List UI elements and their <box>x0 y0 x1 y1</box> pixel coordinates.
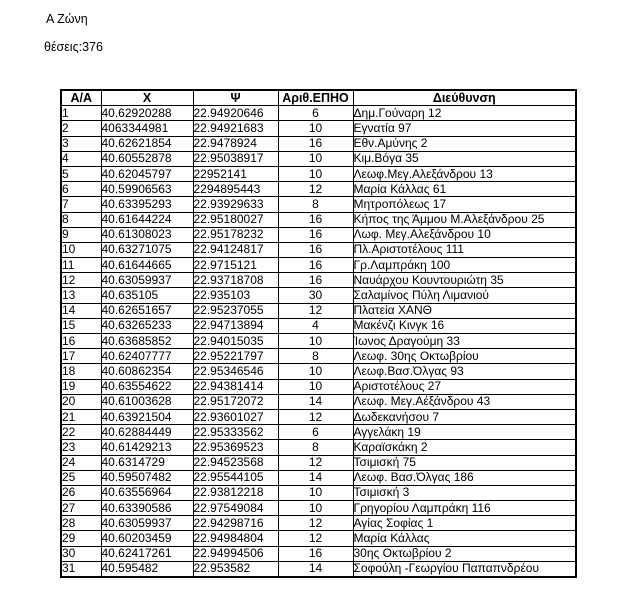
cell-x: 40.63395293 <box>101 197 193 212</box>
cell-epho: 30 <box>278 288 353 303</box>
cell-index: 9 <box>61 227 101 242</box>
cell-x: 40.635105 <box>101 288 193 303</box>
cell-x: 40.595482 <box>101 561 193 577</box>
table-row <box>61 349 576 364</box>
cell-address: Τσιμισκή 3 <box>353 485 576 500</box>
cell-index: 31 <box>61 561 101 577</box>
cell-psi: 22.95544105 <box>193 470 278 485</box>
cell-index: 10 <box>61 242 101 257</box>
cell-index: 16 <box>61 334 101 349</box>
cell-x: 40.61429213 <box>101 440 193 455</box>
cell-index: 19 <box>61 379 101 394</box>
table-row <box>61 516 576 531</box>
cell-epho: 12 <box>278 531 353 546</box>
cell-psi: 22.95178232 <box>193 227 278 242</box>
cell-address: Μαρία Κάλλας 61 <box>353 182 576 197</box>
cell-psi: 22.935103 <box>193 288 278 303</box>
cell-address: Λεωφ.Μεγ.Αλεξάνδρου 13 <box>353 166 576 181</box>
cell-epho: 16 <box>278 546 353 561</box>
cell-x: 40.63685852 <box>101 334 193 349</box>
cell-index: 28 <box>61 516 101 531</box>
cell-x: 40.60862354 <box>101 364 193 379</box>
cell-index: 20 <box>61 394 101 409</box>
cell-x: 40.63556964 <box>101 485 193 500</box>
cell-x: 40.61644224 <box>101 212 193 227</box>
cell-epho: 6 <box>278 106 353 121</box>
cell-epho: 12 <box>278 455 353 470</box>
cell-x: 40.62621854 <box>101 136 193 151</box>
cell-x: 40.59507482 <box>101 470 193 485</box>
cell-epho: 4 <box>278 318 353 333</box>
cell-address: Ναυάρχου Κουντουριώτη 35 <box>353 273 576 288</box>
table-row <box>61 151 576 166</box>
cell-epho: 10 <box>278 501 353 516</box>
table-row <box>61 379 576 394</box>
cell-address: Δημ.Γούναρη 12 <box>353 106 576 121</box>
cell-index: 18 <box>61 364 101 379</box>
cell-epho: 12 <box>278 182 353 197</box>
cell-x: 40.63554622 <box>101 379 193 394</box>
cell-address: Λεωφ.Βασ.Όλγας 93 <box>353 364 576 379</box>
cell-x: 40.61308023 <box>101 227 193 242</box>
table-row <box>61 242 576 257</box>
cell-index: 25 <box>61 470 101 485</box>
cell-epho: 16 <box>278 136 353 151</box>
cell-x: 40.62045797 <box>101 166 193 181</box>
cell-epho: 8 <box>278 440 353 455</box>
cell-address: Μακένζι Κινγκ 16 <box>353 318 576 333</box>
cell-address: Μητροπόλεως 17 <box>353 197 576 212</box>
cell-epho: 8 <box>278 197 353 212</box>
cell-index: 12 <box>61 273 101 288</box>
cell-epho: 16 <box>278 242 353 257</box>
cell-index: 6 <box>61 182 101 197</box>
cell-index: 17 <box>61 349 101 364</box>
cell-psi: 22.94920646 <box>193 106 278 121</box>
cell-index: 30 <box>61 546 101 561</box>
table-row <box>61 136 576 151</box>
cell-x: 40.59906563 <box>101 182 193 197</box>
cell-psi: 22.95369523 <box>193 440 278 455</box>
table-header-row <box>61 90 576 106</box>
cell-psi: 22.94381414 <box>193 379 278 394</box>
cell-address: Εθν.Αμύνης 2 <box>353 136 576 151</box>
cell-address: Γρ.Λαμπράκη 100 <box>353 258 576 273</box>
cell-epho: 10 <box>278 334 353 349</box>
cell-address: Αριστοτέλους 27 <box>353 379 576 394</box>
cell-address: Τσιμισκή 75 <box>353 455 576 470</box>
cell-index: 1 <box>61 106 101 121</box>
table-row <box>61 425 576 440</box>
cell-epho: 16 <box>278 212 353 227</box>
cell-epho: 12 <box>278 516 353 531</box>
cell-x: 40.61644665 <box>101 258 193 273</box>
cell-index: 13 <box>61 288 101 303</box>
cell-epho: 10 <box>278 379 353 394</box>
cell-psi: 22.94984804 <box>193 531 278 546</box>
cell-epho: 10 <box>278 166 353 181</box>
table-row <box>61 394 576 409</box>
cell-psi: 22.94994506 <box>193 546 278 561</box>
column-header-index: Α/Α <box>61 90 101 106</box>
cell-psi: 22.95237055 <box>193 303 278 318</box>
cell-psi: 22.94124817 <box>193 242 278 257</box>
cell-epho: 16 <box>278 227 353 242</box>
zone-title: Α Ζώνη <box>46 12 88 26</box>
cell-index: 29 <box>61 531 101 546</box>
cell-index: 4 <box>61 151 101 166</box>
cell-epho: 10 <box>278 121 353 136</box>
table-row <box>61 318 576 333</box>
table-row <box>61 364 576 379</box>
table-row <box>61 121 576 136</box>
table-row <box>61 485 576 500</box>
cell-psi: 22.93929633 <box>193 197 278 212</box>
table-row <box>61 212 576 227</box>
table-row <box>61 531 576 546</box>
cell-x: 40.62920288 <box>101 106 193 121</box>
cell-index: 7 <box>61 197 101 212</box>
cell-x: 4063344981 <box>101 121 193 136</box>
table-row <box>61 334 576 349</box>
cell-x: 40.63271075 <box>101 242 193 257</box>
column-header-x: Χ <box>101 90 193 106</box>
table-row <box>61 106 576 121</box>
cell-psi: 22.94713894 <box>193 318 278 333</box>
cell-index: 14 <box>61 303 101 318</box>
cell-epho: 16 <box>278 273 353 288</box>
cell-psi: 22.95180027 <box>193 212 278 227</box>
table-row <box>61 561 576 577</box>
cell-psi: 22.94523568 <box>193 455 278 470</box>
cell-address: Λωφ. Μεγ.Αλεξάνδρου 10 <box>353 227 576 242</box>
cell-epho: 10 <box>278 485 353 500</box>
cell-index: 8 <box>61 212 101 227</box>
cell-epho: 12 <box>278 303 353 318</box>
cell-psi: 22.93601027 <box>193 409 278 424</box>
cell-address: Γρηγορίου Λαμπράκη 116 <box>353 501 576 516</box>
cell-address: Πλατεία ΧΑΝΘ <box>353 303 576 318</box>
cell-x: 40.62417261 <box>101 546 193 561</box>
cell-psi: 22.94921683 <box>193 121 278 136</box>
cell-x: 40.62884449 <box>101 425 193 440</box>
cell-epho: 14 <box>278 470 353 485</box>
cell-address: Λεωφ. Βασ.Όλγας 186 <box>353 470 576 485</box>
table-row <box>61 546 576 561</box>
positions-count: θέσεις:376 <box>44 40 103 54</box>
table-row <box>61 273 576 288</box>
cell-address: Κήπος της Άμμου Μ.Αλεξάνδρου 25 <box>353 212 576 227</box>
table-row <box>61 227 576 242</box>
cell-x: 40.63265233 <box>101 318 193 333</box>
cell-psi: 22.94015035 <box>193 334 278 349</box>
cell-index: 26 <box>61 485 101 500</box>
cell-epho: 16 <box>278 258 353 273</box>
cell-index: 5 <box>61 166 101 181</box>
cell-psi: 22.953582 <box>193 561 278 577</box>
cell-x: 40.60552878 <box>101 151 193 166</box>
cell-index: 23 <box>61 440 101 455</box>
table-row <box>61 166 576 181</box>
cell-psi: 2294895443 <box>193 182 278 197</box>
cell-address: Ίωνος Δραγούμη 33 <box>353 334 576 349</box>
table-row <box>61 258 576 273</box>
cell-psi: 22.95346546 <box>193 364 278 379</box>
cell-index: 15 <box>61 318 101 333</box>
cell-address: Λεωφ. 30ης Οκτωβρίου <box>353 349 576 364</box>
cell-address: Πλ.Αριστοτέλους 111 <box>353 242 576 257</box>
cell-psi: 22.95221797 <box>193 349 278 364</box>
cell-epho: 14 <box>278 561 353 577</box>
cell-address: Σοφούλη -Γεωργίου Παπαπνδρέου <box>353 561 576 577</box>
cell-index: 3 <box>61 136 101 151</box>
cell-index: 2 <box>61 121 101 136</box>
cell-address: Αγίας Σοφίας 1 <box>353 516 576 531</box>
cell-index: 27 <box>61 501 101 516</box>
column-header-epho: Αριθ.ΕΠΗΟ <box>278 90 353 106</box>
cell-x: 40.6314729 <box>101 455 193 470</box>
stops-table <box>60 89 577 578</box>
cell-x: 40.61003628 <box>101 394 193 409</box>
table-row <box>61 455 576 470</box>
cell-x: 40.63390586 <box>101 501 193 516</box>
cell-psi: 22.95172072 <box>193 394 278 409</box>
table-body <box>61 106 576 577</box>
table-row <box>61 288 576 303</box>
table-row <box>61 470 576 485</box>
cell-x: 40.63059937 <box>101 516 193 531</box>
cell-address: Καραϊσκάκη 2 <box>353 440 576 455</box>
cell-epho: 8 <box>278 349 353 364</box>
table-row <box>61 409 576 424</box>
column-header-psi: Ψ <box>193 90 278 106</box>
cell-x: 40.63059937 <box>101 273 193 288</box>
cell-psi: 22.9715121 <box>193 258 278 273</box>
cell-psi: 22.93718708 <box>193 273 278 288</box>
table-row <box>61 182 576 197</box>
table-row <box>61 501 576 516</box>
cell-epho: 10 <box>278 364 353 379</box>
cell-psi: 22.9478924 <box>193 136 278 151</box>
table-row <box>61 303 576 318</box>
cell-address: Εγνατία 97 <box>353 121 576 136</box>
cell-x: 40.63921504 <box>101 409 193 424</box>
cell-epho: 10 <box>278 151 353 166</box>
cell-psi: 22.93812218 <box>193 485 278 500</box>
table-row <box>61 197 576 212</box>
cell-index: 11 <box>61 258 101 273</box>
cell-x: 40.62407777 <box>101 349 193 364</box>
cell-address: Κιμ.Βόγα 35 <box>353 151 576 166</box>
cell-x: 40.62651657 <box>101 303 193 318</box>
cell-psi: 22.94298716 <box>193 516 278 531</box>
table-row <box>61 440 576 455</box>
cell-index: 22 <box>61 425 101 440</box>
cell-psi: 22.95038917 <box>193 151 278 166</box>
cell-address: Αγγελάκη 19 <box>353 425 576 440</box>
cell-psi: 22952141 <box>193 166 278 181</box>
cell-x: 40.60203459 <box>101 531 193 546</box>
cell-epho: 12 <box>278 409 353 424</box>
cell-psi: 22.97549084 <box>193 501 278 516</box>
cell-address: Σαλαμίνος Πύλη Λιμανιού <box>353 288 576 303</box>
cell-address: Μαρία Κάλλας <box>353 531 576 546</box>
cell-address: 30ης Οκτωβρίου 2 <box>353 546 576 561</box>
cell-psi: 22.95333562 <box>193 425 278 440</box>
cell-index: 21 <box>61 409 101 424</box>
cell-epho: 14 <box>278 394 353 409</box>
cell-address: Λεωφ. Μεγ.Αέξάνδρου 43 <box>353 394 576 409</box>
column-header-address: Διεύθυνση <box>353 90 576 106</box>
cell-epho: 6 <box>278 425 353 440</box>
cell-index: 24 <box>61 455 101 470</box>
cell-address: Δωδεκανήσου 7 <box>353 409 576 424</box>
